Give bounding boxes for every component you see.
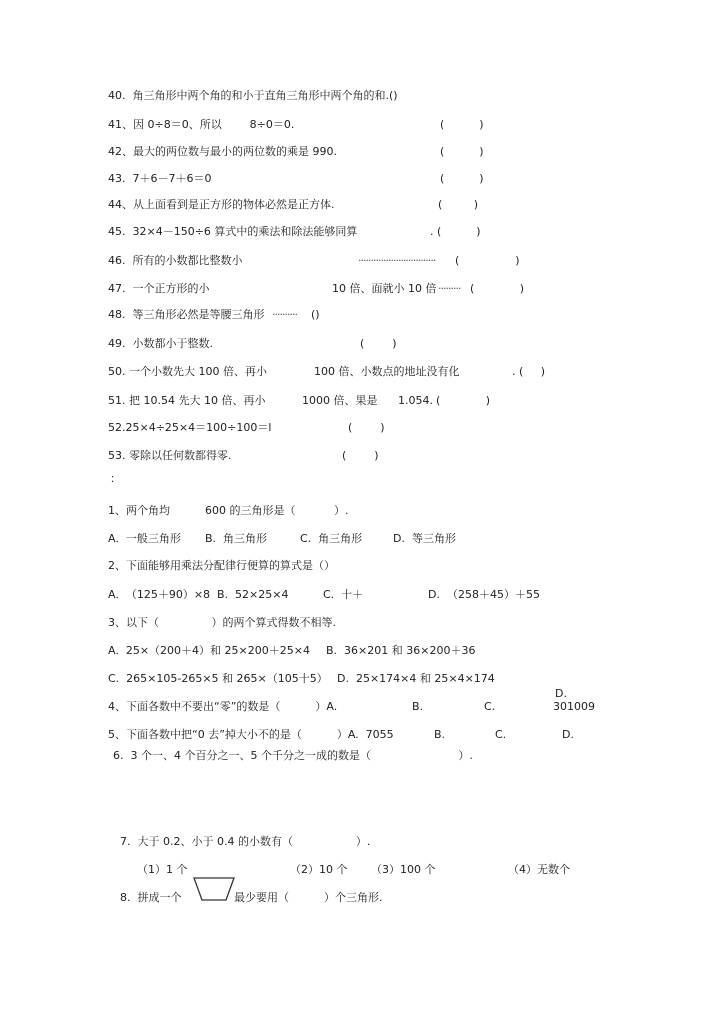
c7-option-1: （1）1 个 <box>137 863 188 876</box>
c4-option-d-label: D. <box>555 687 567 700</box>
q41-answer-parens: ( ) <box>440 118 484 131</box>
c4-option-c: C. <box>484 700 496 713</box>
q50-answer-parens: . ( ) <box>512 365 546 378</box>
c5-option-b: B. <box>434 728 446 741</box>
q46-leader-dots: ······························· <box>358 254 436 267</box>
c3-option-a: A. 25×（200＋4）和 25×200＋25×4 <box>108 644 310 657</box>
q45-answer-parens: . ( ) <box>430 225 481 238</box>
c2-option-c: C. 十＋ <box>323 588 364 601</box>
q40-text: 40. 角三角形中两个角的和小于直角三角形中两个角的和.() <box>108 89 398 102</box>
c5-option-d: D. <box>562 728 574 741</box>
q41-text: 41、因 0÷8＝0、所以 8÷0＝0. <box>108 118 295 131</box>
q46-text: 46. 所有的小数都比整数小 <box>108 254 243 267</box>
c1-option-a: A. 一般三角形 <box>108 532 181 545</box>
c1-stem-2: 600 的三角形是（ ）. <box>205 504 349 517</box>
q51-text: 51. 把 10.54 先大 10 倍、再小 <box>108 394 266 407</box>
c4-stem: 4、下面各数中不要出“零”的数是（ ）A. <box>108 700 338 713</box>
c5-stem: 5、下面各数中把“0 去”掉大小不的是（ ）A. 7055 <box>108 728 394 741</box>
q53-answer-parens: ( ) <box>342 449 379 462</box>
q47-text-2: 10 倍、面就小 10 倍 <box>332 282 437 295</box>
q50-text: 50. 一个小数先大 100 倍、再小 <box>108 365 267 378</box>
q43-text: 43. 7＋6－7＋6＝0 <box>108 172 212 185</box>
q51-text-2: 1000 倍、果是 <box>302 394 378 407</box>
c8-stem: 8. 拼成一个 <box>120 891 182 904</box>
q46-answer-parens: ( ) <box>455 254 520 267</box>
q49-text: 49. 小数都小于整数. <box>108 337 213 350</box>
q42-text: 42、最大的两位数与最小的两位数的乘是 990. <box>108 145 337 158</box>
c4-option-b: B. <box>412 700 424 713</box>
q44-text: 44、从上面看到是正方形的物体必然是正方体. <box>108 198 335 211</box>
c2-option-d: D. （258＋45）＋55 <box>428 588 540 601</box>
c7-option-4: （4）无数个 <box>508 863 570 876</box>
q53-text: 53. 零除以任何数都得零. <box>108 449 232 462</box>
c1-option-b: B. 角三角形 <box>205 532 268 545</box>
q48-text: 48. 等三角形必然是等腰三角形 <box>108 308 265 321</box>
section-colon: ： <box>110 472 121 485</box>
c6-stem: 6. 3 个一、4 个百分之一、5 个千分之一成的数是（ ）. <box>113 749 473 762</box>
q51-text-3: 1.054. <box>398 394 433 407</box>
c3-stem: 3、以下（ ）的两个算式得数不相等. <box>108 616 336 629</box>
q45-text: 45. 32×4－150÷6 算式中的乘法和除法能够同算 <box>108 225 358 238</box>
q47-answer-parens: ( ) <box>470 282 525 295</box>
c8-stem-2: 最少要用（ ）个三角形. <box>234 891 383 904</box>
c2-stem: 2、下面能够用乘法分配律行便算的算式是（） <box>108 559 335 572</box>
q47-leader-dots: ········· <box>438 282 461 295</box>
q44-answer-parens: ( ) <box>438 198 479 211</box>
q48-leader-dots: ·········· <box>272 308 297 321</box>
trapezoid-figure <box>193 877 235 901</box>
q47-text: 47. 一个正方形的小 <box>108 282 210 295</box>
c3-option-c: C. 265×105-265×5 和 265×（105十5） <box>108 672 328 685</box>
c4-option-d-value: 301009 <box>553 700 595 713</box>
c7-option-2: （2）10 个 <box>290 863 348 876</box>
q51-answer-parens: ( ) <box>436 394 491 407</box>
c3-option-d: D. 25×174×4 和 25×4×174 <box>337 672 495 685</box>
q48-answer-parens: () <box>311 308 320 321</box>
c5-option-c: C. <box>495 728 507 741</box>
c1-stem: 1、两个角均 <box>108 504 170 517</box>
c1-option-d: D. 等三角形 <box>393 532 456 545</box>
c7-option-3: （3）100 个 <box>371 863 436 876</box>
q43-answer-parens: ( ) <box>440 172 484 185</box>
q52-text: 52.25×4÷25×4＝100÷100＝l <box>108 421 272 434</box>
c7-stem: 7. 大于 0.2、小于 0.4 的小数有（ ）. <box>120 835 371 848</box>
c1-option-c: C. 角三角形 <box>300 532 363 545</box>
q49-answer-parens: ( ) <box>360 337 397 350</box>
q52-answer-parens: ( ) <box>348 421 385 434</box>
q50-text-2: 100 倍、小数点的地址没有化 <box>314 365 460 378</box>
c2-options-ab: A. （125＋90）×8 B. 52×25×4 <box>108 588 289 601</box>
q42-answer-parens: ( ) <box>440 145 484 158</box>
c3-option-b: B. 36×201 和 36×200＋36 <box>326 644 476 657</box>
